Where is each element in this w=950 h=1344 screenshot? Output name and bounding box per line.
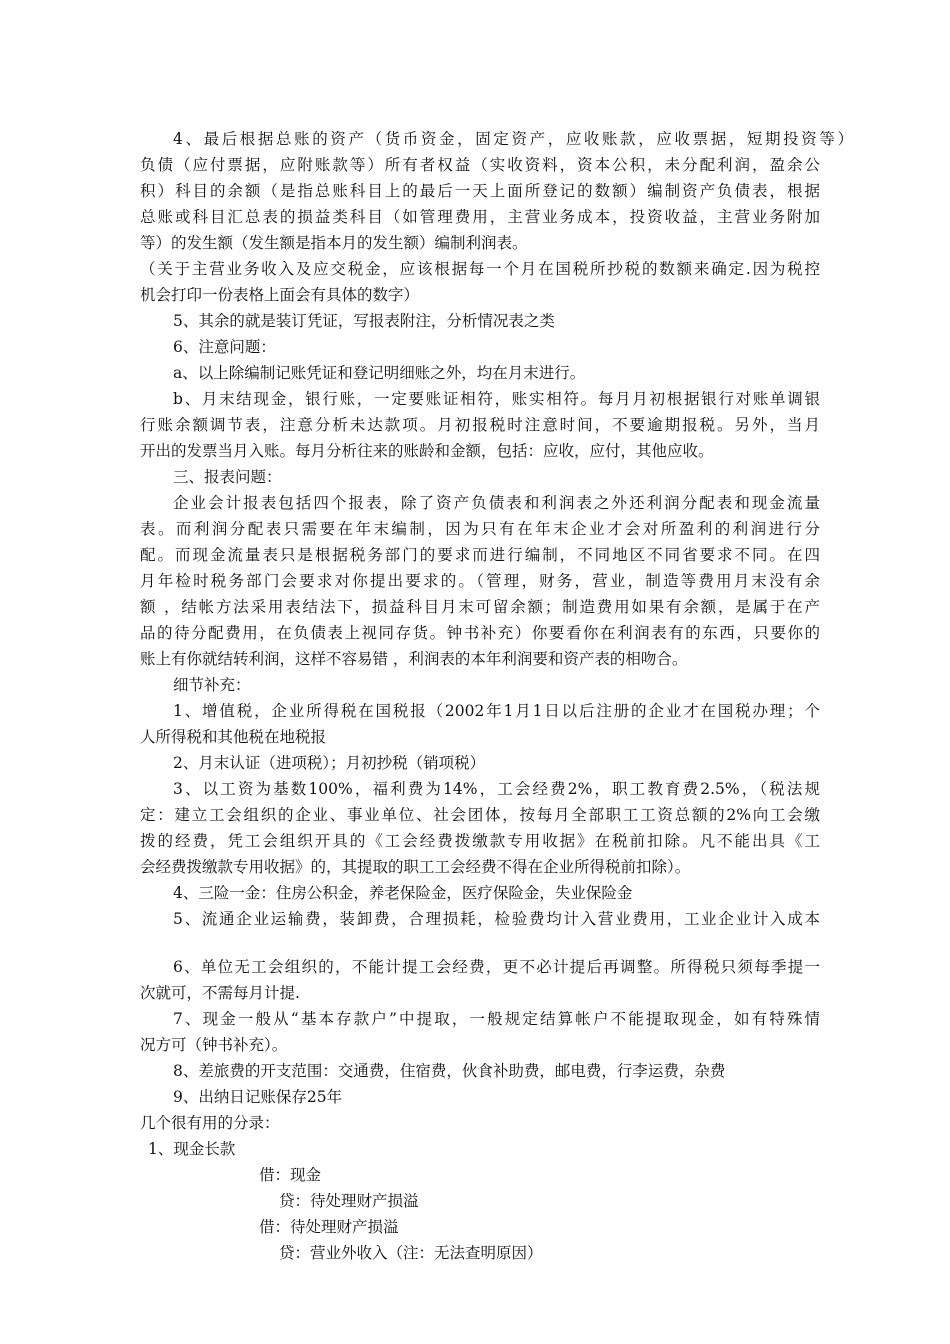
paragraph-line: 品的待分配费用，在负债表上视同存货。钟书补充）你要看你在利润表有的东西，只要你的: [140, 624, 820, 642]
paragraph-line: 企业会计报表包括四个报表，除了资产负债表和利润表之外还利润分配表和现金流量: [173, 494, 820, 512]
paragraph-line: 等）的发生额（发生额是指本月的发生额）编制利润表。: [140, 234, 528, 252]
paragraph-line: 6、单位无工会组织的，不能计提工会经费，更不必计提后再调整。所得税只须每季提一: [173, 958, 820, 976]
paragraph-line: 次就可，不需每月计提.: [140, 984, 300, 1002]
paragraph-line: 行账余额调节表，注意分析未达款项。月初报税时注意时间，不要逾期报税。另外，当月: [140, 416, 820, 434]
paragraph-line: 人所得税和其他税在地税报: [140, 728, 327, 746]
paragraph-line: 月年检时税务部门会要求对你提出要求的。（管理，财务，营业，制造等费用月末没有余: [140, 572, 820, 590]
journal-entry-debit: 借：待处理财产损溢: [259, 1218, 399, 1236]
paragraph-line: （关于主营业务收入及应交税金，应该根据每一个月在国税所抄税的数额来确定.因为税控: [140, 260, 820, 278]
paragraph-line: 5、流通企业运输费，装卸费，合理损耗，检验费均计入营业费用，工业企业计入成本: [173, 910, 820, 928]
section-heading: 几个很有用的分录：: [140, 1114, 280, 1132]
paragraph-line: 5、其余的就是装订凭证，写报表附注，分析情况表之类: [173, 312, 555, 330]
paragraph-line: 4、三险一金：住房公积金，养老保险金，医疗保险金，失业保险金: [173, 884, 633, 902]
paragraph-line: 机会打印一份表格上面会有具体的数字）: [140, 286, 420, 304]
paragraph-line: 会经费拨缴款专用收据》的，其提取的职工工会经费不得在企业所得税前扣除）。: [140, 858, 691, 876]
paragraph-line: 定：建立工会组织的企业、事业单位、社会团体，按每月全部职工工资总额的2%向工会缴: [140, 806, 820, 824]
journal-entry-credit: 贷：营业外收入（注：无法查明原因）: [279, 1244, 543, 1262]
section-heading: 细节补充：: [173, 676, 251, 694]
paragraph-line: 额 ，结帐方法采用表结法下，损益科目月末可留余额；制造费用如果有余额，是属于在产: [140, 598, 820, 616]
paragraph-line: 8、差旅费的开支范围：交通费，住宿费，伙食补助费，邮电费，行李运费，杂费: [173, 1062, 726, 1080]
journal-entry-title: 1、现金长款: [148, 1140, 236, 1158]
paragraph-line: 况方可（钟书补充）。: [140, 1036, 288, 1054]
paragraph-line: 表。而利润分配表只需要在年末编制，因为只有在年末企业才会对所盈利的利润进行分: [140, 520, 820, 538]
paragraph-line: 配。而现金流量表只是根据税务部门的要求而进行编制，不同地区不同省要求不同。在四: [140, 546, 820, 564]
paragraph-line: 开出的发票当月入账。每月分析往来的账龄和金额，包括：应收，应付，其他应收。: [140, 442, 714, 460]
journal-entry-debit: 借：现金: [259, 1166, 322, 1184]
paragraph-line: 账上有你就结转利润，这样不容易错 ，利润表的本年利润要和资产表的相吻合。: [140, 650, 688, 668]
paragraph-line: b、月末结现金，银行账，一定要账证相符，账实相符。每月月初根据银行对账单调银: [173, 390, 820, 408]
paragraph-line: 4、最后根据总账的资产（货币资金，固定资产，应收账款，应收票据，短期投资等）: [173, 130, 853, 148]
paragraph-line: 2、月末认证（进项税）；月初抄税（销项税）: [173, 754, 486, 772]
section-heading: 三、报表问题：: [173, 468, 282, 486]
paragraph-line: 6、注意问题：: [173, 338, 276, 356]
paragraph-line: 拨的经费，凭工会组织开具的《工会经费拨缴款专用收据》在税前扣除。凡不能出具《工: [140, 832, 820, 850]
paragraph-line: 负债（应付票据，应附账款等）所有者权益（实收资料，资本公积，未分配利润，盈余公: [140, 156, 820, 174]
paragraph-line: 3、以工资为基数100%，福利费为14%，工会经费2%，职工教育费2.5%，（税法规: [173, 780, 820, 798]
paragraph-line: a、以上除编制记账凭证和登记明细账之外，均在月末进行。: [173, 364, 586, 382]
paragraph-line: 9、出纳日记账保存25年: [173, 1088, 343, 1106]
paragraph-line: 积）科目的余额（是指总账科目上的最后一天上面所登记的数额）编制资产负债表，根据: [140, 182, 820, 200]
paragraph-line: 总账或科目汇总表的损益类科目（如管理费用，主营业务成本，投资收益，主营业务附加: [140, 208, 820, 226]
paragraph-line: 7、现金一般从“基本存款户”中提取，一般规定结算帐户不能提取现金，如有特殊情: [173, 1010, 820, 1028]
journal-entry-credit: 贷：待处理财产损溢: [279, 1192, 419, 1210]
paragraph-line: 1、增值税，企业所得税在国税报（2002年1月1日以后注册的企业才在国税办理；个: [173, 702, 820, 720]
